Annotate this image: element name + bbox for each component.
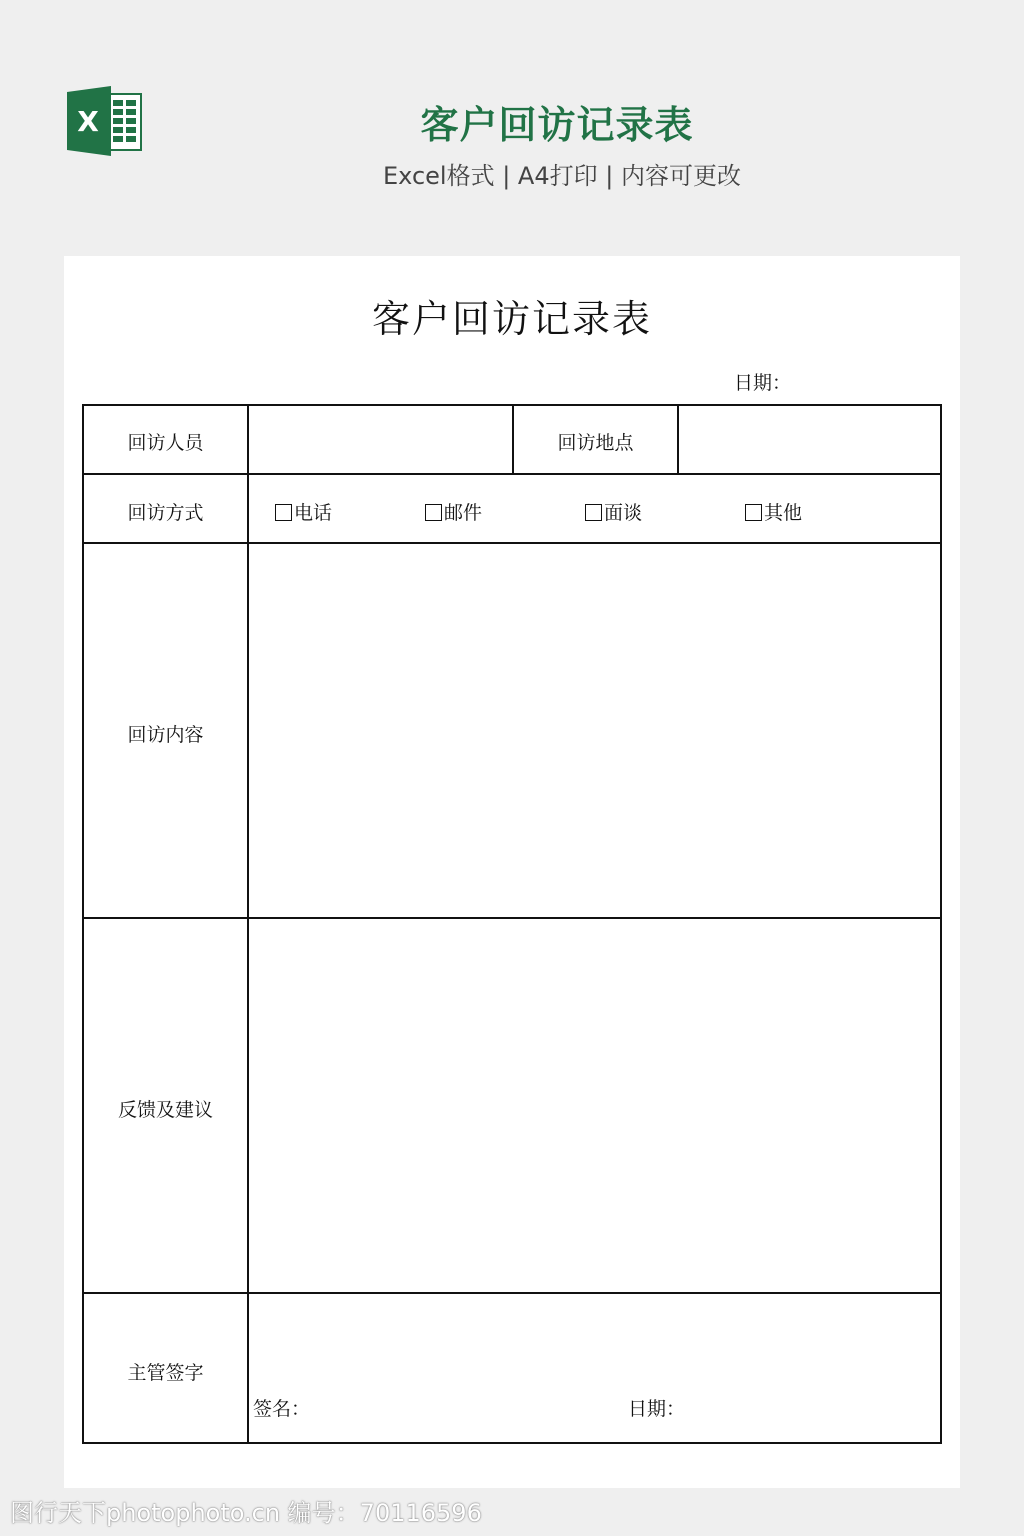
method-option-other[interactable] (745, 498, 802, 525)
date-label: 日期： (734, 372, 792, 394)
page-title: 客户回访记录表 (420, 103, 694, 147)
watermark-text: 图行天下photophoto.cn 编号：70116596 (10, 1499, 482, 1527)
method-option-interview[interactable] (585, 498, 642, 525)
method-option-email[interactable] (425, 498, 482, 525)
document-title: 客户回访记录表 (371, 297, 652, 341)
table-border-bottom (82, 1442, 942, 1444)
excel-logo-letter: X (77, 105, 99, 138)
checkbox-icon (425, 504, 442, 521)
method-option-label: 邮件 (444, 502, 483, 524)
content-field[interactable] (249, 544, 940, 917)
feedback-field[interactable] (249, 919, 940, 1292)
record-form-table (82, 404, 942, 1444)
visitor-field[interactable] (249, 406, 512, 473)
checkbox-icon (275, 504, 292, 521)
method-option-phone[interactable] (275, 498, 332, 525)
content-label: 回访内容 (127, 724, 204, 746)
table-border-right (940, 404, 942, 1444)
page-subtitle: Excel格式 | A4打印 | 内容可更改 (383, 162, 741, 190)
method-label: 回访方式 (127, 502, 204, 524)
location-field[interactable] (679, 406, 940, 473)
location-label: 回访地点 (557, 432, 634, 454)
table-border-left (82, 404, 84, 1444)
signature-date-label: 日期： (628, 1398, 686, 1420)
document-paper (64, 256, 960, 1488)
feedback-label: 反馈及建议 (117, 1099, 213, 1121)
signature-label: 签名： (253, 1398, 311, 1420)
method-option-label: 其他 (764, 502, 803, 524)
row-divider-4 (82, 1292, 942, 1294)
method-option-label: 面谈 (604, 502, 643, 524)
supervisor-label: 主管签字 (127, 1362, 204, 1384)
visitor-label: 回访人员 (127, 432, 204, 454)
checkbox-icon (745, 504, 762, 521)
method-option-label: 电话 (294, 502, 333, 524)
checkbox-icon (585, 504, 602, 521)
